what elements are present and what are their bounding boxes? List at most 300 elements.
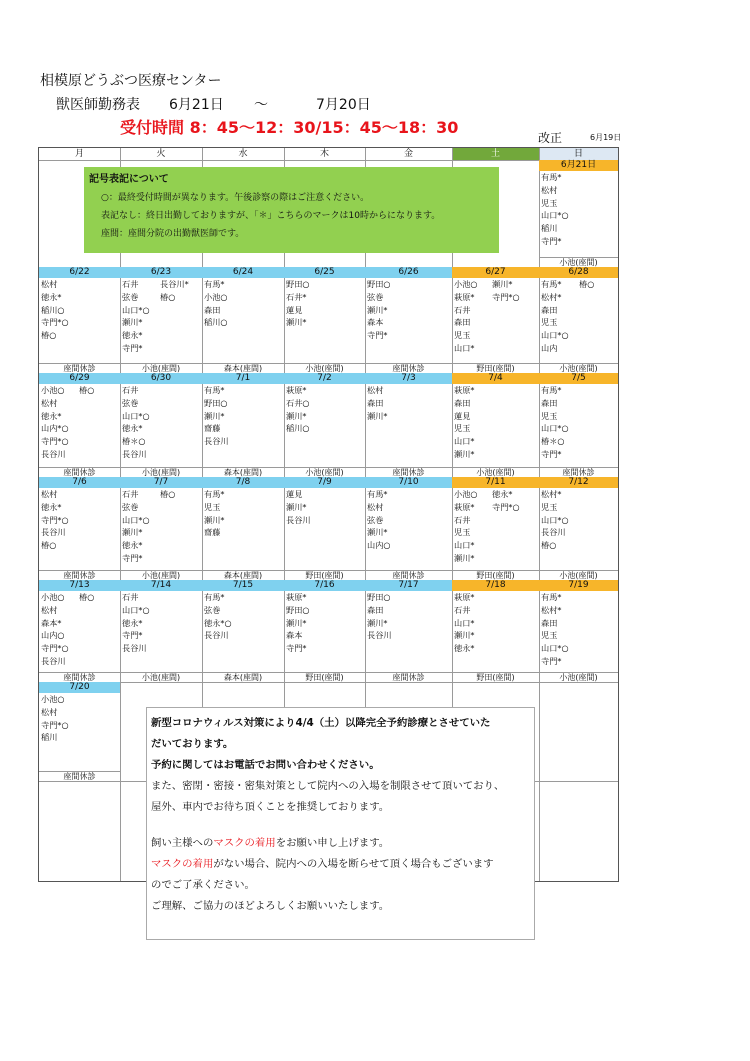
vet-name: 松村* bbox=[541, 604, 562, 615]
vet-list bbox=[202, 591, 284, 642]
vet-name: 齋藤 bbox=[204, 527, 221, 538]
vet-name: 寺門* bbox=[122, 552, 143, 563]
notice-mask-required: マスクの着用がない場合、院内への入場を断らせて頂く場合もございます bbox=[151, 858, 494, 870]
vet-name: 椿○ bbox=[41, 330, 57, 341]
zama-assignment: 座間休診 bbox=[39, 570, 120, 580]
vet-row bbox=[286, 422, 365, 435]
vet-name: 瀬川* bbox=[286, 410, 307, 421]
vet-row bbox=[541, 435, 618, 448]
vet-row bbox=[541, 642, 618, 655]
vet-name: 寺門* bbox=[286, 643, 307, 654]
date-cell: 6/25 bbox=[284, 267, 365, 278]
vet-name: 石井 bbox=[454, 304, 471, 315]
vet-name: 寺門*○ bbox=[41, 643, 69, 654]
vet-list bbox=[365, 384, 452, 422]
zama-assignment: 座間休診 bbox=[365, 363, 452, 373]
vet-row bbox=[122, 604, 202, 617]
vet-name: 山内○ bbox=[41, 630, 65, 641]
vet-row bbox=[204, 629, 284, 642]
vet-name: 寺門*○ bbox=[492, 501, 520, 512]
vet-row bbox=[41, 448, 120, 461]
vet-row bbox=[204, 488, 284, 501]
vet-name: 山内 bbox=[541, 342, 558, 353]
vet-row bbox=[204, 526, 284, 539]
vet-list bbox=[39, 384, 120, 461]
vet-row bbox=[122, 539, 202, 552]
date-cell: 6月21日 bbox=[539, 160, 618, 171]
vet-row bbox=[41, 422, 120, 435]
vet-name: 石井* bbox=[286, 291, 307, 302]
vet-name: 長谷川 bbox=[41, 527, 66, 538]
vet-row bbox=[541, 526, 618, 539]
vet-list bbox=[284, 384, 365, 435]
vet-name: 石井 bbox=[122, 592, 139, 602]
vet-name: 有馬* bbox=[541, 279, 562, 289]
roster-end-date: 7月20日 bbox=[316, 97, 371, 113]
vet-name: 寺門*○ bbox=[41, 514, 69, 525]
vet-name: 椿○ bbox=[541, 540, 557, 551]
zama-assignment: 野田(座間) bbox=[452, 570, 539, 580]
zama-assignment: 森本(座間) bbox=[202, 672, 284, 682]
vet-name: 有馬* bbox=[204, 385, 225, 395]
vet-name: 萩原* bbox=[454, 291, 475, 302]
vet-name: 森田 bbox=[454, 317, 471, 328]
vet-row bbox=[41, 488, 120, 501]
vet-row bbox=[454, 514, 539, 527]
vet-name: 椿＊○ bbox=[122, 436, 146, 447]
vet-row bbox=[541, 617, 618, 630]
notice-phone: 予約に関してはお電話でお問い合わせください。 bbox=[151, 759, 380, 771]
vet-name: 松村 bbox=[541, 184, 558, 195]
vet-name: 有馬* bbox=[541, 385, 562, 395]
vet-row bbox=[454, 501, 539, 514]
vet-row bbox=[204, 316, 284, 329]
zama-assignment: 小池(座間) bbox=[284, 363, 365, 373]
date-cell: 6/27 bbox=[452, 267, 539, 278]
vet-row bbox=[541, 304, 618, 317]
vet-name: 寺門* bbox=[122, 630, 143, 641]
vet-name: 山口*○ bbox=[541, 514, 569, 525]
vet-row bbox=[286, 291, 365, 304]
vet-row bbox=[286, 410, 365, 423]
zama-assignment: 小池(座間) bbox=[284, 467, 365, 477]
vet-row bbox=[541, 397, 618, 410]
zama-assignment: 座間休診 bbox=[39, 363, 120, 373]
vet-row bbox=[122, 397, 202, 410]
vet-name: 寺門*○ bbox=[492, 291, 520, 302]
revised-date: 6月19日 bbox=[590, 133, 622, 142]
vet-name: 寺門*○ bbox=[41, 436, 69, 447]
vet-name: 徳永* bbox=[492, 489, 513, 499]
vet-row bbox=[122, 291, 202, 304]
vet-name: 児玉 bbox=[454, 330, 471, 341]
vet-name: 長谷川* bbox=[160, 279, 189, 289]
vet-row bbox=[541, 384, 618, 397]
vet-name: 瀬川* bbox=[286, 317, 307, 328]
vet-name: 松村* bbox=[541, 489, 562, 499]
vet-row bbox=[122, 526, 202, 539]
vet-row bbox=[41, 410, 120, 423]
vet-name: 児玉 bbox=[454, 423, 471, 434]
zama-assignment: 座間休診 bbox=[365, 467, 452, 477]
vet-name: 石井 bbox=[454, 514, 471, 525]
vet-row bbox=[204, 422, 284, 435]
vet-row bbox=[454, 642, 539, 655]
vet-row bbox=[41, 731, 120, 744]
vet-name: 寺門* bbox=[541, 235, 562, 246]
vet-row bbox=[204, 397, 284, 410]
vet-row bbox=[367, 278, 452, 291]
vet-name: 有馬* bbox=[541, 172, 562, 182]
vet-name: 児玉 bbox=[541, 197, 558, 208]
date-cell: 7/7 bbox=[120, 477, 202, 488]
date-cell: 7/17 bbox=[365, 580, 452, 591]
vet-name: 稲川○ bbox=[286, 423, 310, 434]
notice-apology: のでご了承ください。 bbox=[151, 879, 255, 891]
vet-row bbox=[41, 514, 120, 527]
vet-name: 萩原* bbox=[454, 592, 475, 602]
vet-row bbox=[122, 342, 202, 355]
vet-name: 寺門*○ bbox=[41, 317, 69, 328]
vet-row bbox=[541, 629, 618, 642]
vet-name: 児玉 bbox=[454, 527, 471, 538]
vet-name: 瀬川* bbox=[204, 514, 225, 525]
vet-name: 寺門*○ bbox=[41, 719, 69, 730]
vet-name: 萩原* bbox=[454, 501, 475, 512]
vet-name: 小池○ bbox=[41, 694, 65, 704]
zama-assignment: 野田(座間) bbox=[452, 363, 539, 373]
vet-name: 山口*○ bbox=[122, 410, 150, 421]
date-cell: 7/14 bbox=[120, 580, 202, 591]
vet-name: 弦巻 bbox=[122, 291, 139, 302]
vet-row bbox=[41, 278, 120, 291]
vet-name: 瀬川* bbox=[286, 501, 307, 512]
vet-row bbox=[286, 384, 365, 397]
vet-name: 瀬川* bbox=[204, 410, 225, 421]
header-divider bbox=[39, 160, 618, 161]
date-cell: 7/6 bbox=[39, 477, 120, 488]
vet-row bbox=[541, 184, 618, 197]
vet-name: 長谷川 bbox=[41, 448, 66, 459]
vet-row bbox=[122, 552, 202, 565]
vet-name: 長谷川 bbox=[41, 655, 66, 666]
vet-row bbox=[286, 617, 365, 630]
reception-hours: 受付時間 8：45～12：30/15：45～18：30 bbox=[120, 118, 459, 137]
vet-name: 松村* bbox=[541, 291, 562, 302]
vet-name: 森田 bbox=[367, 604, 384, 615]
vet-row bbox=[541, 235, 618, 248]
vet-name: 有馬* bbox=[204, 489, 225, 499]
vet-row bbox=[204, 617, 284, 630]
mask-highlight: マスクの着用 bbox=[213, 837, 276, 849]
vet-row bbox=[204, 501, 284, 514]
vet-row bbox=[367, 410, 452, 423]
vet-list bbox=[539, 488, 618, 552]
vet-row bbox=[41, 604, 120, 617]
vet-name: 長谷川 bbox=[286, 514, 311, 525]
vet-row bbox=[204, 435, 284, 448]
vet-name: 山口* bbox=[454, 342, 475, 353]
vet-row bbox=[541, 604, 618, 617]
zama-assignment: 小池(座間) bbox=[539, 672, 618, 682]
vet-row bbox=[204, 604, 284, 617]
vet-name: 森本* bbox=[41, 617, 62, 628]
zama-assignment: 野田(座間) bbox=[452, 672, 539, 682]
roster-label: 獣医師勤務表 bbox=[56, 97, 140, 113]
vet-row bbox=[541, 501, 618, 514]
zama-assignment: 小池(座間) bbox=[539, 363, 618, 373]
vet-name: 椿○ bbox=[79, 385, 95, 395]
date-cell: 7/18 bbox=[452, 580, 539, 591]
vet-row bbox=[41, 719, 120, 732]
date-cell: 7/2 bbox=[284, 373, 365, 384]
vet-name: 山口* bbox=[454, 617, 475, 628]
vet-row bbox=[454, 435, 539, 448]
vet-row bbox=[122, 304, 202, 317]
vet-row bbox=[454, 291, 539, 304]
vet-row bbox=[122, 501, 202, 514]
vet-name: 石井○ bbox=[286, 397, 310, 408]
vet-list bbox=[39, 693, 120, 744]
vet-name: 山口*○ bbox=[122, 514, 150, 525]
day-of-week-header: 日 bbox=[539, 148, 618, 160]
vet-name: 稲川 bbox=[541, 223, 558, 234]
vet-name: 弦巻 bbox=[367, 291, 384, 302]
vet-row bbox=[122, 591, 202, 604]
vet-row bbox=[541, 410, 618, 423]
date-cell: 7/11 bbox=[452, 477, 539, 488]
vet-name: 有馬* bbox=[367, 489, 388, 499]
vet-list bbox=[120, 591, 202, 655]
vet-row bbox=[541, 655, 618, 668]
notice-thanks: ご理解、ご協力のほどよろしくお願いいたします。 bbox=[151, 900, 390, 912]
vet-list bbox=[539, 384, 618, 461]
vet-row bbox=[286, 316, 365, 329]
vet-name: 徳永* bbox=[122, 617, 143, 628]
vet-name: 児玉 bbox=[541, 317, 558, 328]
vet-row bbox=[41, 617, 120, 630]
notation-line-zama: 座間：座間分院の出勤獣医師です。 bbox=[101, 229, 245, 239]
vet-row bbox=[204, 384, 284, 397]
vet-row bbox=[541, 316, 618, 329]
vet-row bbox=[541, 488, 618, 501]
vet-name: 山口*○ bbox=[541, 423, 569, 434]
vet-name: 徳永* bbox=[454, 643, 475, 654]
vet-row bbox=[541, 209, 618, 222]
vet-name: 石井 bbox=[454, 604, 471, 615]
vet-list bbox=[39, 488, 120, 552]
vet-name: 蓮見 bbox=[286, 489, 303, 499]
vet-row bbox=[454, 410, 539, 423]
vet-name: 野田○ bbox=[367, 279, 391, 289]
vet-row bbox=[41, 329, 120, 342]
date-cell: 6/22 bbox=[39, 267, 120, 278]
vet-name: 山口* bbox=[454, 436, 475, 447]
clinic-name: 相模原どうぶつ医療センター bbox=[40, 73, 222, 89]
vet-name: 弦巻 bbox=[367, 514, 384, 525]
zama-assignment: 小池(座間) bbox=[120, 672, 202, 682]
vet-list bbox=[539, 278, 618, 355]
zama-assignment: 小池(座間) bbox=[539, 257, 618, 267]
vet-row bbox=[122, 422, 202, 435]
vet-list bbox=[365, 488, 452, 552]
vet-row bbox=[122, 278, 202, 291]
vet-list bbox=[120, 488, 202, 565]
vet-name: 松村 bbox=[367, 501, 384, 512]
vet-row bbox=[122, 642, 202, 655]
vet-row bbox=[41, 291, 120, 304]
vet-name: 森田 bbox=[541, 304, 558, 315]
vet-row bbox=[122, 514, 202, 527]
vet-name: 森田 bbox=[454, 397, 471, 408]
vet-row bbox=[286, 629, 365, 642]
vet-row bbox=[454, 304, 539, 317]
vet-name: 山口*○ bbox=[541, 643, 569, 654]
notation-line-circle: ○：最終受付時間が異なります。午後診察の際はご注意ください。 bbox=[101, 193, 370, 203]
vet-row bbox=[541, 591, 618, 604]
date-cell: 7/16 bbox=[284, 580, 365, 591]
vet-row bbox=[41, 591, 120, 604]
vet-list bbox=[202, 278, 284, 329]
vet-row bbox=[541, 539, 618, 552]
zama-assignment: 森本(座間) bbox=[202, 363, 284, 373]
vet-row bbox=[41, 435, 120, 448]
date-cell: 7/3 bbox=[365, 373, 452, 384]
date-cell: 6/26 bbox=[365, 267, 452, 278]
covid-notice-box bbox=[146, 707, 535, 940]
vet-name: 徳永* bbox=[122, 540, 143, 551]
vet-name: 石井 bbox=[122, 385, 139, 395]
vet-list bbox=[284, 278, 365, 329]
zama-assignment: 森本(座間) bbox=[202, 467, 284, 477]
vet-name: 野田○ bbox=[286, 604, 310, 615]
vet-list bbox=[202, 488, 284, 539]
vet-name: 石井 bbox=[122, 279, 139, 289]
vet-row bbox=[454, 329, 539, 342]
vet-list bbox=[539, 591, 618, 668]
vet-name: 森田 bbox=[204, 304, 221, 315]
vet-row bbox=[367, 384, 452, 397]
vet-name: 森本 bbox=[367, 317, 384, 328]
vet-name: 椿○ bbox=[79, 592, 95, 602]
vet-row bbox=[454, 488, 539, 501]
vet-name: 徳永*○ bbox=[204, 617, 232, 628]
vet-row bbox=[454, 422, 539, 435]
vet-row bbox=[286, 397, 365, 410]
zama-assignment: 座間休診 bbox=[39, 771, 120, 781]
vet-name: 萩原* bbox=[454, 385, 475, 395]
vet-row bbox=[122, 488, 202, 501]
vet-name: 瀬川* bbox=[122, 317, 143, 328]
vet-name: 児玉 bbox=[541, 501, 558, 512]
vet-name: 椿○ bbox=[579, 279, 595, 289]
day-of-week-header: 木 bbox=[319, 149, 329, 159]
vet-row bbox=[454, 617, 539, 630]
zama-assignment: 座間休診 bbox=[365, 672, 452, 682]
vet-name: 寺門* bbox=[541, 655, 562, 666]
vet-row bbox=[41, 526, 120, 539]
vet-list bbox=[452, 488, 539, 565]
vet-row bbox=[541, 514, 618, 527]
date-cell: 6/30 bbox=[120, 373, 202, 384]
vet-name: 小池○ bbox=[204, 291, 228, 302]
vet-row bbox=[367, 591, 452, 604]
vet-name: 森田 bbox=[367, 397, 384, 408]
vet-name: 瀬川* bbox=[454, 552, 475, 563]
vet-row bbox=[122, 329, 202, 342]
vet-row bbox=[541, 278, 618, 291]
date-cell: 7/12 bbox=[539, 477, 618, 488]
vet-name: 稲川 bbox=[41, 732, 58, 743]
vet-name: 松村 bbox=[367, 385, 384, 395]
notation-line-asterisk: 表記なし：終日出勤しておりますが、「＊」こちらのマークは10時からになります。 bbox=[101, 211, 441, 221]
vet-row bbox=[454, 316, 539, 329]
vet-row bbox=[41, 642, 120, 655]
vet-list bbox=[202, 384, 284, 448]
vet-row bbox=[541, 222, 618, 235]
vet-row bbox=[41, 384, 120, 397]
vet-row bbox=[41, 693, 120, 706]
vet-name: 小池○ bbox=[41, 592, 65, 602]
vet-name: 瀬川* bbox=[286, 617, 307, 628]
vet-list bbox=[120, 278, 202, 355]
vet-row bbox=[204, 591, 284, 604]
vet-list bbox=[120, 384, 202, 461]
vet-row bbox=[454, 384, 539, 397]
vet-row bbox=[454, 397, 539, 410]
vet-name: 瀬川* bbox=[454, 448, 475, 459]
vet-name: 山口*○ bbox=[122, 604, 150, 615]
vet-row bbox=[454, 278, 539, 291]
vet-row bbox=[204, 278, 284, 291]
vet-name: 山口*○ bbox=[541, 330, 569, 341]
date-cell: 7/19 bbox=[539, 580, 618, 591]
vet-row bbox=[367, 539, 452, 552]
vet-row bbox=[286, 514, 365, 527]
day-of-week-header: 土 bbox=[452, 148, 539, 160]
vet-row bbox=[367, 604, 452, 617]
vet-name: 齋藤 bbox=[204, 423, 221, 434]
vet-row bbox=[122, 410, 202, 423]
vet-row bbox=[204, 514, 284, 527]
vet-name: 松村 bbox=[41, 279, 58, 289]
vet-name: 萩原* bbox=[286, 385, 307, 395]
vet-name: 蓮見 bbox=[286, 304, 303, 315]
vet-list bbox=[452, 384, 539, 461]
vet-row bbox=[367, 291, 452, 304]
vet-row bbox=[367, 501, 452, 514]
vet-name: 松村 bbox=[41, 604, 58, 615]
vet-row bbox=[41, 316, 120, 329]
vet-row bbox=[122, 448, 202, 461]
vet-row bbox=[286, 591, 365, 604]
vet-name: 徳永* bbox=[41, 291, 62, 302]
zama-assignment: 座間休診 bbox=[39, 672, 120, 682]
vet-row bbox=[41, 539, 120, 552]
vet-name: 森田 bbox=[541, 397, 558, 408]
vet-list bbox=[284, 591, 365, 655]
vet-name: 稲川○ bbox=[41, 304, 65, 315]
vet-name: 椿○ bbox=[160, 489, 176, 499]
vet-name: 児玉 bbox=[541, 630, 558, 641]
vet-name: 松村 bbox=[41, 489, 58, 499]
vet-row bbox=[541, 197, 618, 210]
vet-row bbox=[541, 329, 618, 342]
vet-row bbox=[454, 629, 539, 642]
notice-mask-request: 飼い主様へのマスクの着用をお願い申し上げます。 bbox=[151, 837, 390, 849]
vet-row bbox=[41, 304, 120, 317]
zama-assignment: 小池(座間) bbox=[120, 363, 202, 373]
